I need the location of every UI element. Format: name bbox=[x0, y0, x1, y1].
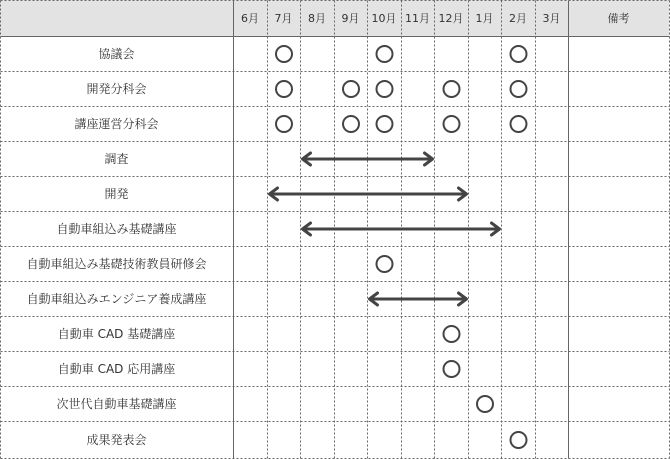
scheduled-circle bbox=[444, 81, 460, 97]
row-label: 自動車組込み基礎技術教員研修会 bbox=[26, 257, 207, 271]
row-label: 開発 bbox=[104, 187, 129, 201]
header-month-3: 8月 bbox=[300, 0, 334, 36]
row-label: 協議会 bbox=[98, 47, 135, 61]
scheduled-circle bbox=[377, 81, 393, 97]
scheduled-circle bbox=[377, 116, 393, 132]
scheduled-circle bbox=[511, 116, 527, 132]
scheduled-circle bbox=[511, 46, 527, 62]
header-month-5: 10月 bbox=[367, 0, 401, 36]
row-label: 自動車 CAD 基礎講座 bbox=[57, 327, 176, 341]
scheduled-circle bbox=[343, 116, 359, 132]
scheduled-circle bbox=[276, 81, 292, 97]
scheduled-circle bbox=[276, 46, 292, 62]
period-arrow bbox=[303, 153, 433, 165]
scheduled-circle bbox=[377, 256, 393, 272]
period-arrow bbox=[370, 293, 467, 305]
scheduled-circle bbox=[511, 432, 527, 448]
scheduled-circle bbox=[444, 361, 460, 377]
row-label: 講座運営分科会 bbox=[74, 117, 159, 131]
row-label: 自動車組込み基礎講座 bbox=[56, 222, 177, 236]
header-month-2: 7月 bbox=[267, 0, 300, 36]
scheduled-circle bbox=[444, 326, 460, 342]
header-month-1: 6月 bbox=[233, 0, 267, 36]
scheduled-circle bbox=[343, 81, 359, 97]
row-label: 調査 bbox=[104, 152, 129, 166]
scheduled-circle bbox=[444, 116, 460, 132]
row-label: 次世代自動車基礎講座 bbox=[56, 397, 177, 411]
header-month-6: 11月 bbox=[401, 0, 434, 36]
header-corner bbox=[0, 0, 233, 36]
scheduled-circle bbox=[276, 116, 292, 132]
row-label: 開発分科会 bbox=[86, 82, 147, 96]
row-label: 成果発表会 bbox=[86, 433, 147, 447]
period-arrow bbox=[303, 223, 500, 235]
header-month-8: 1月 bbox=[468, 0, 501, 36]
scheduled-circle bbox=[377, 46, 393, 62]
header-remarks: 備考 bbox=[568, 0, 669, 36]
header-month-9: 2月 bbox=[501, 0, 535, 36]
row-label: 自動車 CAD 応用講座 bbox=[57, 362, 176, 376]
scheduled-circle bbox=[477, 396, 493, 412]
header-month-4: 9月 bbox=[334, 0, 367, 36]
period-arrow bbox=[270, 188, 467, 200]
row-label: 自動車組込みエンジニア養成講座 bbox=[26, 292, 207, 306]
header-month-7: 12月 bbox=[434, 0, 468, 36]
header-month-10: 3月 bbox=[535, 0, 568, 36]
scheduled-circle bbox=[511, 81, 527, 97]
